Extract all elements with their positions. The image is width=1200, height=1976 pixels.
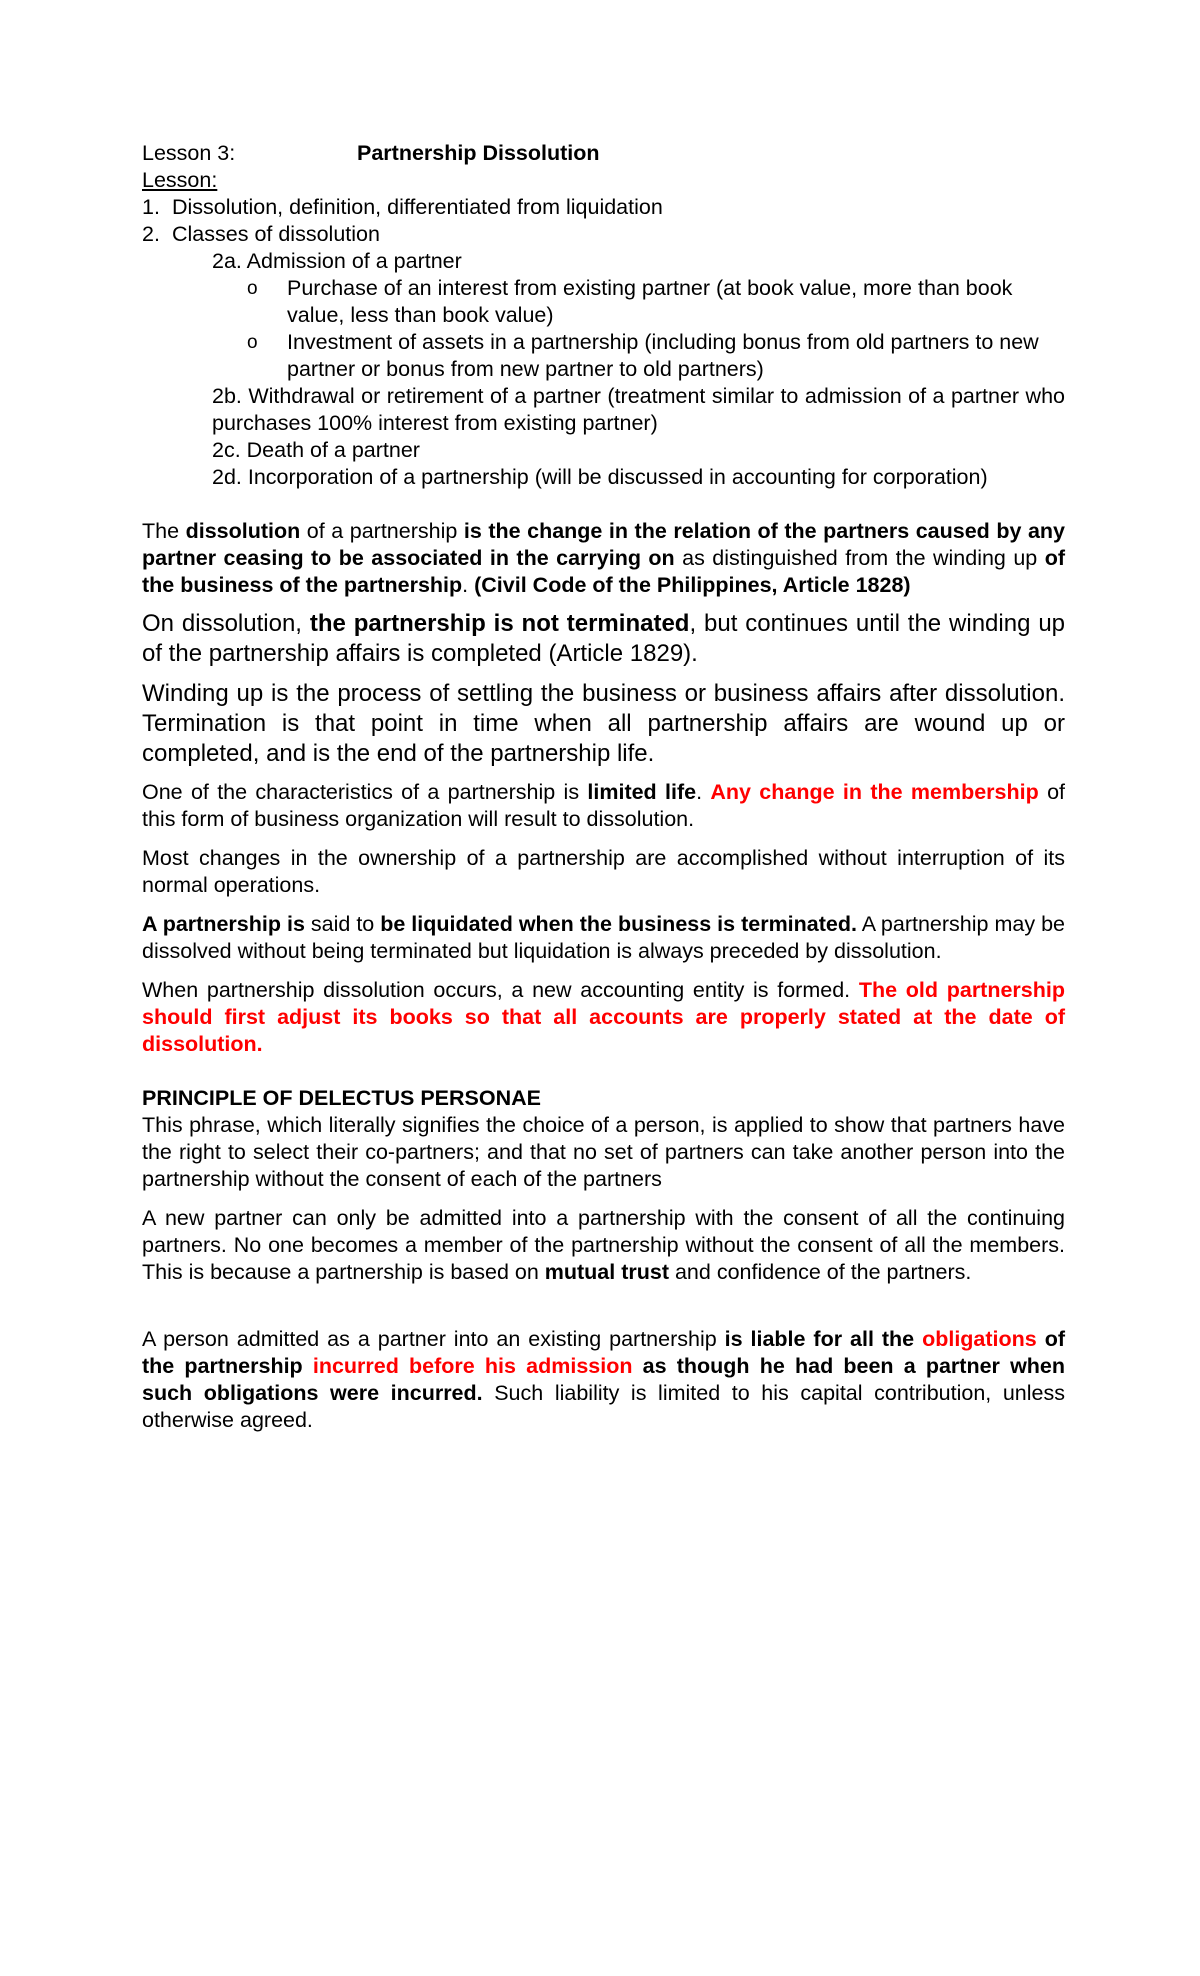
outline-bullet-2: o Investment of assets in a partnership (including bonus from old partners to new partner or bonus from new partner to old partners) [247, 330, 1039, 381]
section-heading-delectus-personae: PRINCIPLE OF DELECTUS PERSONAE [142, 1086, 541, 1110]
bullet-marker: o [247, 278, 258, 299]
outline-item-1: 1. Dissolution, definition, differentiated from liquidation [142, 195, 663, 219]
outline-bullet-1: o Purchase of an interest from existing partner (at book value, more than book value, less than book value) [247, 276, 1013, 327]
paragraph-ownership-changes: Most changes in the ownership of a partnership are accomplished without interruption of its normal operations. [142, 846, 1065, 897]
bullet-marker: o [247, 332, 258, 353]
outline-item-2d: 2d. Incorporation of a partnership (will be discussed in accounting for corporation) [212, 465, 988, 489]
lesson-header [142, 140, 1065, 167]
lesson-sublabel: Lesson: [142, 168, 218, 192]
paragraph-dissolution-definition: The dissolution of a partnership is the change in the relation of the partners caused by any partner ceasing to be associated in the carrying on as distinguished from the winding up of the business of the partnership. (Civil Code of the Philippines, Article 1828) [142, 519, 1065, 597]
paragraph-admitted-partner-liability: A person admitted as a partner into an existing partnership is liable for all the obligations of the partnership incurred before his admission as though he had been a partner when such obligations were incurred. Such liability is limited to his capital contribution, unless otherwise agreed. [142, 1327, 1066, 1432]
paragraph-liquidation: A partnership is said to be liquidated when the business is terminated. A partnership may be dissolved without being terminated but liquidation is always preceded by dissolution. [142, 912, 1065, 963]
outline-item-2: 2. Classes of dissolution [142, 222, 380, 246]
paragraph-on-dissolution: On dissolution, the partnership is not terminated, but continues until the winding up of the partnership affairs is completed (Article 1829). [142, 610, 1066, 667]
paragraph-limited-life: One of the characteristics of a partnership is limited life. Any change in the membership of this form of business organization will result to dissolution. [142, 780, 1066, 831]
paragraph-delectus-definition: This phrase, which literally signifies the choice of a person, is applied to show that partners have the right to select their co-partners; and that no set of partners can take another person into the partnership without the consent of each of the partners [142, 1113, 1065, 1191]
lesson-title: Partnership Dissolution [357, 141, 600, 165]
paragraph-winding-up: Winding up is the process of settling the business or business affairs after dissolution. Termination is that point in time when all partnership affairs are wound up or completed, and is the end of the partnership life. [142, 680, 1065, 767]
outline-item-2c: 2c. Death of a partner [212, 438, 420, 462]
paragraph-new-entity: When partnership dissolution occurs, a new accounting entity is formed. The old partnership should first adjust its books so that all accounts are properly stated at the date of dissolution. [142, 978, 1066, 1056]
document-page [142, 140, 1065, 1434]
outline-item-2a: 2a. Admission of a partner [212, 249, 462, 273]
lesson-label: Lesson 3: [142, 141, 236, 165]
outline-item-2b: 2b. Withdrawal or retirement of a partner (treatment similar to admission of a partner who purchases 100% interest from existing partner) [212, 384, 1065, 435]
paragraph-new-partner-consent: A new partner can only be admitted into a partnership with the consent of all the continuing partners. No one becomes a member of the partnership without the consent of all the members. This is because a partnership is based on mutual trust and confidence of the partners. [142, 1206, 1065, 1284]
